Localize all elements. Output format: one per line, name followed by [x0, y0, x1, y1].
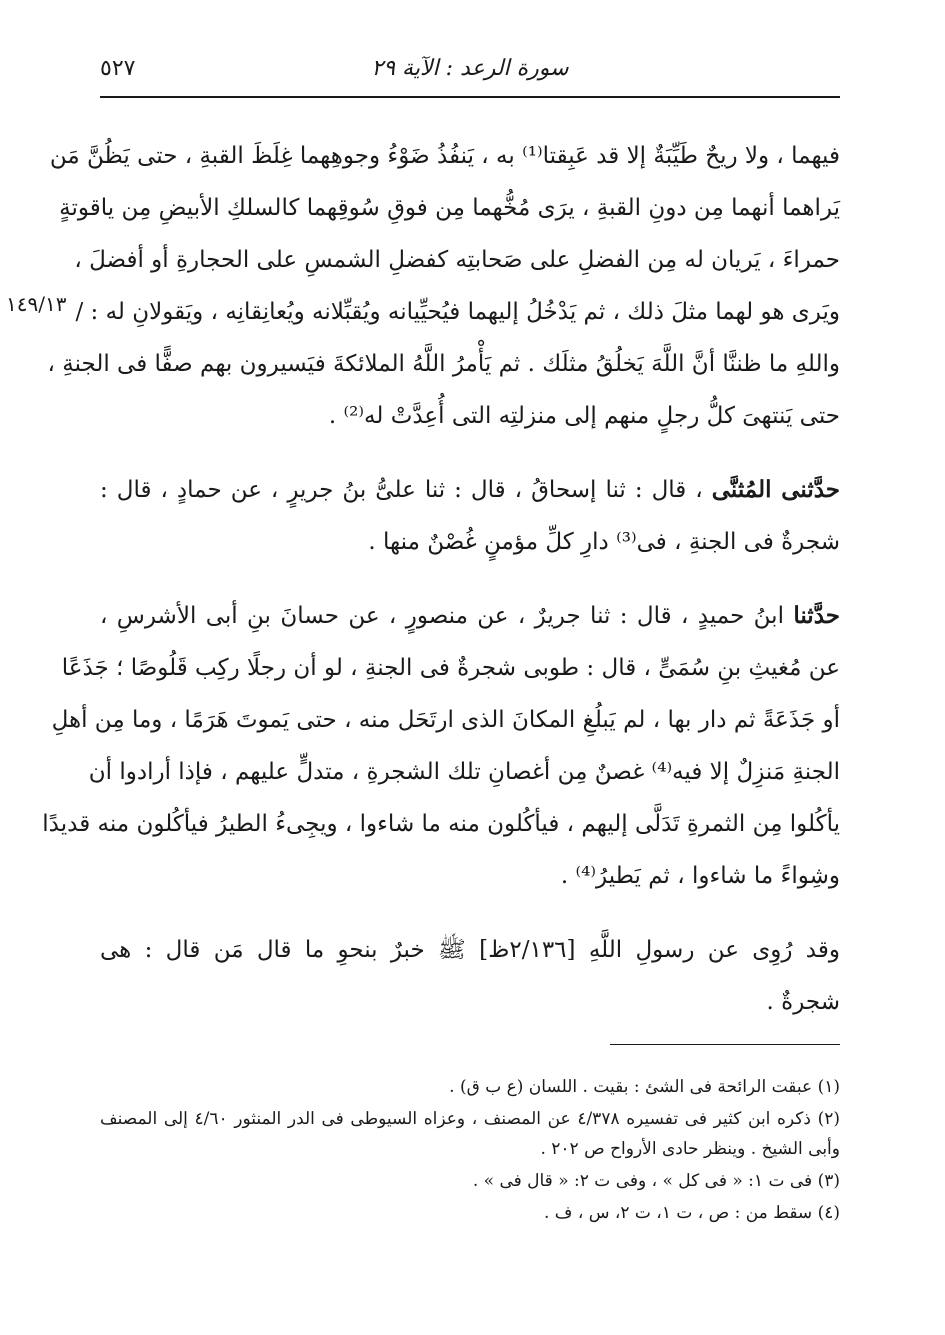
- footnotes: [100, 1072, 840, 1230]
- narration-lead: حدَّثنا: [793, 602, 840, 629]
- text-line: فيهما ، ولا ريحٌ طَيِّبَةٌ إلا قد عَبِقتا⁽¹⁾ به ، يَنفُذُ ضَوْءُ وجوهِهما غِلَظَ القبةِ ، حتى يَظُنَّ مَن: [49, 143, 840, 169]
- text-line: عن مُغيثِ بنِ سُمَىٍّ ، قال : طوبى شجرةٌ فى الجنةِ ، لو أن رجلًا ركِب قَلُوصًا ؛ جَذَعًا: [61, 655, 840, 681]
- text-line: يأكُلوا مِن الثمرةِ تَدَلَّى إليهم ، فيأكُلون منه ما شاءوا ، ويجِىءُ الطيرُ فيأكُلون منه قديدًا: [42, 811, 840, 837]
- text-line-rest: ابنُ حميدٍ ، قال : ثنا جريرٌ ، عن منصورٍ ، عن حسانَ بنِ أبى الأشرسِ ،: [100, 603, 784, 629]
- footnote: (٣) فى ت ١: « فى كل » ، وفى ت ٢: « قال فى » .: [472, 1171, 840, 1191]
- narration-lead: حدَّثنى المُثنَّى: [711, 476, 841, 503]
- text-line: [100, 464, 840, 516]
- text-line: وقد رُوِى عن رسولِ اللَّهِ [٢/١٣٦ظ] ﷺ خبرٌ بنحوِ ما قال مَن قال : هى: [100, 937, 840, 963]
- footnote: (٢) ذكره ابن كثير فى تفسيره ٤/٣٧٨ عن المصنف ، وعزاه السيوطى فى الدر المنثور ٤/٦٠ إلى المصنف وأبى الشيخ . وينظر حادى الأرواح ص ٢٠٢ .: [100, 1109, 840, 1159]
- text-line: ويَرى هو لهما مثلَ ذلك ، ثم يَدْخُلُ إليهما فيُحيِّيانه ويُقبِّلانه ويُعانِقانِه ، ويَقولانِ له : /: [75, 299, 840, 325]
- text-line-rest: ، قال : ثنا إسحاقُ ، قال : ثنا علىُّ بنُ جريرٍ ، عن حمادٍ ، قال :: [100, 477, 703, 503]
- page-number: ٥٢٧: [100, 56, 136, 81]
- text-line: وشِواءً ما شاءوا ، ثم يَطيرُ⁽⁴⁾ .: [560, 863, 840, 889]
- text-line: حمراءَ ، يَريان له مِن الفضلِ على صَحابتِه كفضلِ الشمسِ على الحجارةِ أو أفضلَ ،: [74, 247, 840, 273]
- footnote: (١) عبقت الرائحة فى الشئ : بقيت . اللسان (ع ب ق) .: [449, 1077, 840, 1097]
- text-line: شجرةٌ فى الجنةِ ، فى⁽³⁾ دارِ كلِّ مؤمنٍ غُصْنٌ منها .: [368, 529, 840, 555]
- text-line: شجرةٌ .: [766, 989, 840, 1015]
- text-line: حتى يَنتهىَ كلُّ رجلٍ منهم إلى منزلتِه التى أُعِدَّتْ له⁽²⁾ .: [328, 403, 840, 429]
- text-line: يَراهما أنهما مِن دونِ القبةِ ، يرَى مُخُّهما مِن فوقِ سُوقِهما كالسلكِ الأبيضِ مِن ياقوتةٍ: [59, 195, 840, 221]
- text-line: واللهِ ما ظننَّا أنَّ اللَّهَ يَخلُقُ مثلَك . ثم يَأْمرُ اللَّهُ الملائكةَ فيَسيرون بهم صفًّا فى الجنةِ ،: [47, 351, 840, 377]
- header-title: سورة الرعد : الآية ٢٩: [371, 56, 569, 81]
- main-text: [42, 130, 841, 1028]
- margin-reference: ١٤٩/١٣: [6, 292, 67, 316]
- footnote: (٤) سقط من : ص ، ت ١، ت ٢، س ، ف .: [543, 1203, 840, 1223]
- text-line: الجنةِ مَنزِلٌ إلا فيه⁽⁴⁾ غصنٌ مِن أغصانِ تلك الشجرةِ ، متدلٍّ عليهم ، فإذا أرادوا أن: [88, 759, 840, 785]
- footnote-separator: [610, 1044, 840, 1045]
- text-line: أو جَذَعَةً ثم دار بها ، لم يَبلُغِ المكانَ الذى ارتَحَل منه ، حتى يَموتَ هَرَمًا ، وما مِن أهلِ: [51, 707, 840, 733]
- running-header: [100, 52, 840, 98]
- text-line: [100, 590, 840, 642]
